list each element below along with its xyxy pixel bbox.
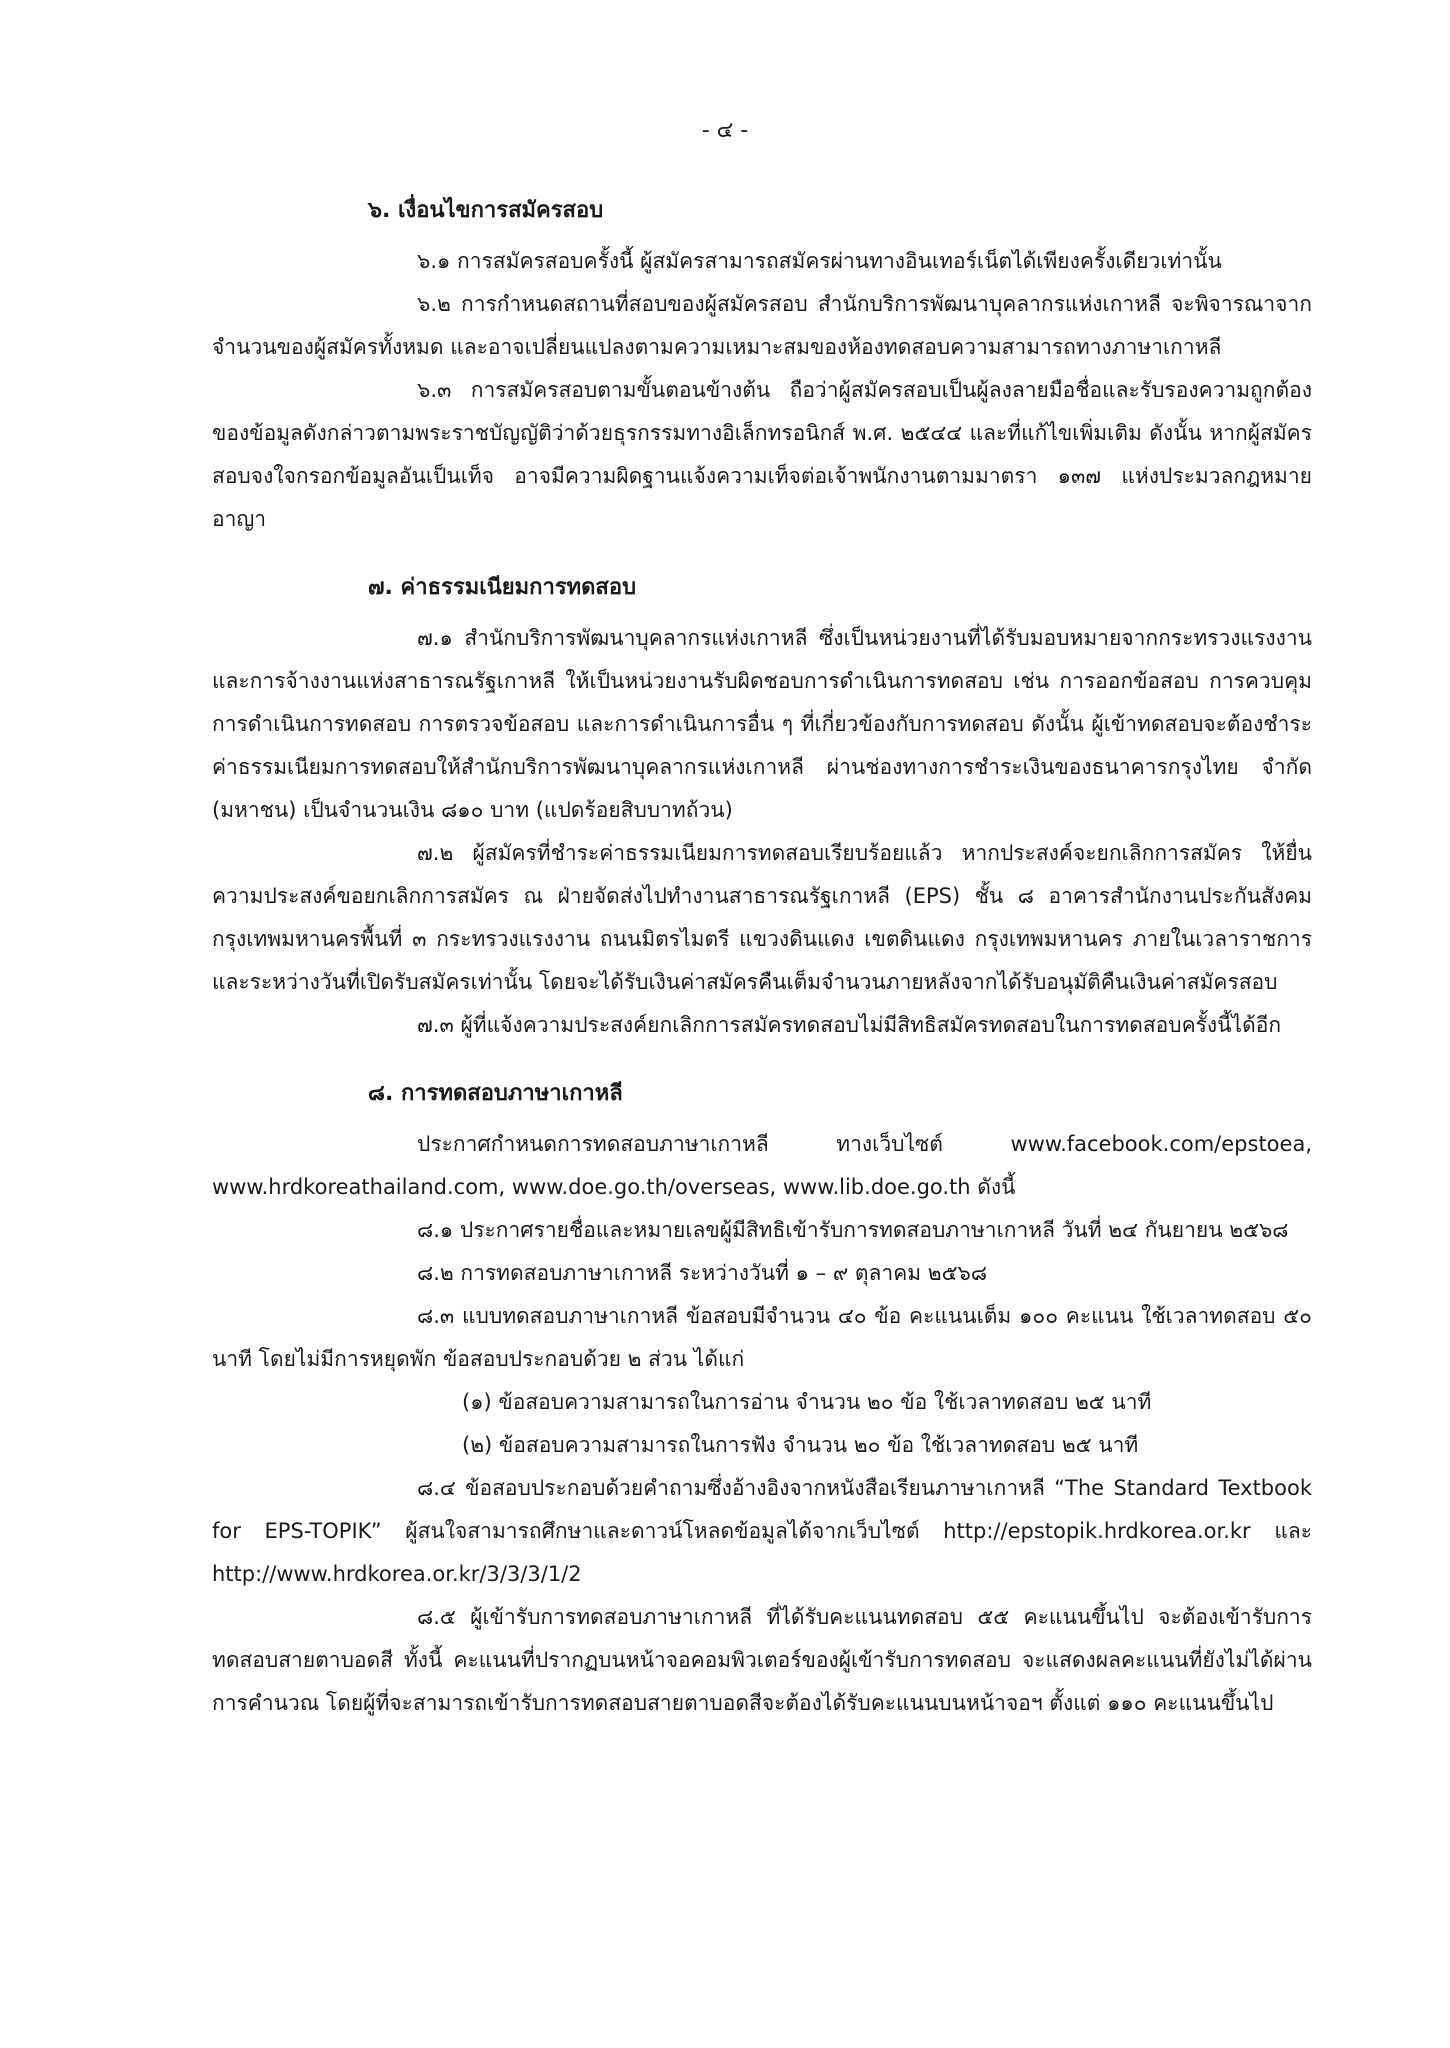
- paragraph-6-1: ๖.๑ การสมัครสอบครั้งนี้ ผู้สมัครสามารถสมัครผ่านทางอินเทอร์เน็ตได้เพียงครั้งเดียวเท่านั้น: [417, 249, 1222, 273]
- paragraph-8-1: ๘.๑ ประกาศรายชื่อและหมายเลขผู้มีสิทธิเข้ารับการทดสอบภาษาเกาหลี วันที่ ๒๔ กันยายน ๒๕๖๘: [417, 1218, 1289, 1242]
- section-7-title: ๗. ค่าธรรมเนียมการทดสอบ: [368, 575, 637, 600]
- paragraph-8-3-reading: (๑) ข้อสอบความสามารถในการอ่าน จำนวน ๒๐ ข้อ ใช้เวลาทดสอบ ๒๕ นาที: [462, 1390, 1152, 1414]
- page-number: - ๔ -: [701, 118, 749, 143]
- section-8: [212, 1071, 1312, 1725]
- document-body: [212, 188, 1312, 1725]
- paragraph-8-intro: ประกาศกำหนดการทดสอบภาษาเกาหลี ทางเว็บไซต์ www.facebook.com/epstoea, www.hrdkoreathailand.com, www.doe.go.th/overseas, www.lib.doe.go.th ดังนี้: [212, 1132, 1312, 1199]
- paragraph-7-2: ๗.๒ ผู้สมัครที่ชำระค่าธรรมเนียมการทดสอบเรียบร้อยแล้ว หากประสงค์จะยกเลิกการสมัคร ให้ยื่นความประสงค์ขอยกเลิกการสมัคร ณ ฝ่ายจัดส่งไปทำงานสาธารณรัฐเกาหลี (EPS) ชั้น ๘ อาคารสำนักงานประกันสังคมกรุงเทพมหานครพื้นที่ ๓ กระทรวงแรงงาน ถนนมิตรไมตรี แขวงดินแดง เขตดินแดง กรุงเทพมหานคร ภายในเวลาราชการและระหว่างวันที่เปิดรับสมัครเท่านั้น โดยจะได้รับเงินค่าสมัครคืนเต็มจำนวนภายหลังจากได้รับอนุมัติคืนเงินค่าสมัครสอบ: [212, 841, 1312, 994]
- paragraph-6-2: ๖.๒ การกำหนดสถานที่สอบของผู้สมัครสอบ สำนักบริการพัฒนาบุคลากรแห่งเกาหลี จะพิจารณาจากจำนวนของผู้สมัครทั้งหมด และอาจเปลี่ยนแปลงตามความเหมาะสมของห้องทดสอบความสามารถทางภาษาเกาหลี: [212, 292, 1312, 359]
- paragraph-8-2: ๘.๒ การทดสอบภาษาเกาหลี ระหว่างวันที่ ๑ – ๙ ตุลาคม ๒๕๖๘: [417, 1261, 988, 1285]
- section-6: [212, 188, 1312, 541]
- paragraph-7-1: ๗.๑ สำนักบริการพัฒนาบุคลากรแห่งเกาหลี ซึ่งเป็นหน่วยงานที่ได้รับมอบหมายจากกระทรวงแรงงานและการจ้างงานแห่งสาธารณรัฐเกาหลี ให้เป็นหน่วยงานรับผิดชอบการดำเนินการทดสอบ เช่น การออกข้อสอบ การควบคุม การดำเนินการทดสอบ การตรวจข้อสอบ และการดำเนินการอื่น ๆ ที่เกี่ยวข้องกับการทดสอบ ดังนั้น ผู้เข้าทดสอบจะต้องชำระค่าธรรมเนียมการทดสอบให้สำนักบริการพัฒนาบุคลากรแห่งเกาหลี ผ่านช่องทางการชำระเงินของธนาคารกรุงไทย จำกัด (มหาชน) เป็นจำนวนเงิน ๘๑๐ บาท (แปดร้อยสิบบาทถ้วน): [212, 626, 1312, 822]
- section-7: [212, 565, 1312, 1047]
- paragraph-8-3-listening: (๒) ข้อสอบความสามารถในการฟัง จำนวน ๒๐ ข้อ ใช้เวลาทดสอบ ๒๕ นาที: [462, 1433, 1139, 1457]
- paragraph-6-3: ๖.๓ การสมัครสอบตามขั้นตอนข้างต้น ถือว่าผู้สมัครสอบเป็นผู้ลงลายมือชื่อและรับรองความถูกต้องของข้อมูลดังกล่าวตามพระราชบัญญัติว่าด้วยธุรกรรมทางอิเล็กทรอนิกส์ พ.ศ. ๒๕๔๔ และที่แก้ไขเพิ่มเติม ดังนั้น หากผู้สมัครสอบจงใจกรอกข้อมูลอันเป็นเท็จ อาจมีความผิดฐานแจ้งความเท็จต่อเจ้าพนักงานตามมาตรา ๑๓๗ แห่งประมวลกฎหมายอาญา: [212, 378, 1312, 531]
- paragraph-8-4: ๘.๔ ข้อสอบประกอบด้วยคำถามซึ่งอ้างอิงจากหนังสือเรียนภาษาเกาหลี “The Standard Textbook for EPS-TOPIK” ผู้สนใจสามารถศึกษาและดาวน์โหลดข้อมูลได้จากเว็บไซต์ http://epstopik.hrdkorea.or.kr และ http://www.hrdkorea.or.kr/3/3/3/1/2: [212, 1476, 1312, 1586]
- paragraph-8-3: ๘.๓ แบบทดสอบภาษาเกาหลี ข้อสอบมีจำนวน ๔๐ ข้อ คะแนนเต็ม ๑๐๐ คะแนน ใช้เวลาทดสอบ ๕๐ นาที โดยไม่มีการหยุดพัก ข้อสอบประกอบด้วย ๒ ส่วน ได้แก่: [212, 1304, 1312, 1371]
- paragraph-8-5: ๘.๕ ผู้เข้ารับการทดสอบภาษาเกาหลี ที่ได้รับคะแนนทดสอบ ๕๕ คะแนนขึ้นไป จะต้องเข้ารับการทดสอบสายตาบอดสี ทั้งนี้ คะแนนที่ปรากฏบนหน้าจอคอมพิวเตอร์ของผู้เข้ารับการทดสอบ จะแสดงผลคะแนนที่ยังไม่ได้ผ่านการคำนวณ โดยผู้ที่จะสามารถเข้ารับการทดสอบสายตาบอดสีจะต้องได้รับคะแนนบนหน้าจอฯ ตั้งแต่ ๑๑๐ คะแนนขึ้นไป: [212, 1605, 1312, 1715]
- section-8-title: ๘. การทดสอบภาษาเกาหลี: [368, 1081, 623, 1106]
- paragraph-7-3: ๗.๓ ผู้ที่แจ้งความประสงค์ยกเลิกการสมัครทดสอบไม่มีสิทธิสมัครทดสอบในการทดสอบครั้งนี้ได้อีก: [417, 1013, 1282, 1037]
- section-6-title: ๖. เงื่อนไขการสมัครสอบ: [368, 198, 604, 223]
